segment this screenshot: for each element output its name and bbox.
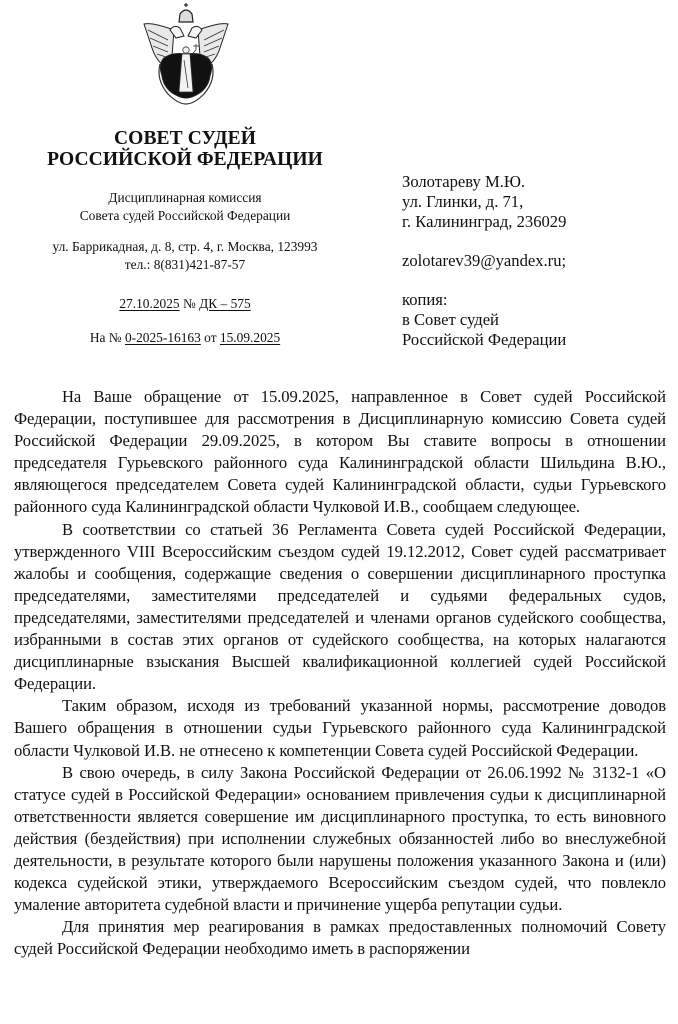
recipient-city: г. Калининград, 236029 bbox=[402, 212, 567, 231]
commission-name bbox=[0, 189, 370, 225]
copy-label: копия: bbox=[402, 290, 448, 309]
outgoing-date: 27.10.2025 bbox=[119, 296, 180, 311]
commission-line2: Совета судей Российской Федерации bbox=[79, 208, 291, 223]
recipient-block bbox=[402, 172, 566, 350]
body-paragraph: Таким образом, исходя из требований указанной нормы, рассмотрение доводов Вашего обращения в отношении судьи Гурьевского районного суда Калининградской области Чулковой И.В. не отнесено к компетенции Совета судей Российской Федерации. bbox=[14, 696, 666, 760]
body-paragraph: На Ваше обращение от 15.09.2025, направленное в Совет судей Российской Федерации, поступившее для рассмотрения в Дисциплинарную комиссию Совета судей Российской Федерации 29.09.2025, в котором Вы ставите вопросы в отношении председателя Гурьевского районного суда Калининградской области Шильдина В.Ю., являющегося председателем Совета судей Калининградской области, судьи Гурьевского районного суда Калининградской области Чулковой И.В., сообщаем следующее. bbox=[14, 387, 666, 517]
sender-contacts bbox=[0, 238, 370, 274]
org-title bbox=[0, 128, 370, 170]
reply-reference bbox=[0, 329, 370, 347]
org-title-line2: РОССИЙСКОЙ ФЕДЕРАЦИИ bbox=[47, 149, 323, 170]
sender-phone: тел.: 8(831)421-87-57 bbox=[124, 257, 246, 272]
reply-date: 15.09.2025 bbox=[219, 330, 281, 345]
body-paragraph: Для принятия мер реагирования в рамках предоставленных полномочий Совету судей Российской Федерации необходимо иметь в распоряжении bbox=[14, 917, 666, 959]
copy-line1: в Совет судей bbox=[402, 310, 499, 329]
letter-body bbox=[14, 386, 666, 960]
body-paragraph: В соответствии со статьей 36 Регламента Совета судей Российской Федерации, утвержденного VIII Всероссийским съездом судей 19.12.2012, Совет судей рассматривает жалобы и сообщения, содержащие сведения о совершении дисциплинарного проступка председателями, заместителями председателей и судьями федеральных судов, председателями, заместителями председателей и членами органов судейского сообщества, избранными в состав этих органов от судейского сообщества, на которых налагаются дисциплинарные взыскания Высшей квалификационной коллегией судей Российской Федерации. bbox=[14, 519, 666, 694]
copy-line2: Российской Федерации bbox=[402, 330, 567, 349]
recipient-email: zolotarev39@yandex.ru; bbox=[402, 251, 567, 270]
org-title-line1: СОВЕТ СУДЕЙ bbox=[114, 128, 256, 149]
recipient-street: ул. Глинки, д. 71, bbox=[402, 192, 524, 211]
recipient-name: Золотареву М.Ю. bbox=[402, 172, 526, 191]
reply-number: 0-2025-16163 bbox=[124, 330, 201, 345]
outgoing-registration bbox=[0, 295, 370, 313]
emblem-eagle-icon bbox=[138, 0, 234, 108]
reply-from: от bbox=[204, 330, 217, 345]
outgoing-number: ДК – 575 bbox=[199, 296, 251, 311]
body-paragraph: В свою очередь, в силу Закона Российской Федерации от 26.06.1992 № 3132-1 «О статусе судей в Российской Федерации» основанием привлечения судьи к дисциплинарной ответственности является совершение им дисциплинарного проступка, то есть виновного действия (бездействия) при исполнении служебных обязанностей либо во внеслужебной деятельности, в результате которого были нарушены положения указанного Закона и (или) кодекса судейской этики, утверждаемого Всероссийским съездом судей, что повлекло умаление авторитета судебной власти и причинение ущерба репутации судьи. bbox=[14, 762, 666, 915]
reply-prefix: На № bbox=[89, 330, 122, 345]
sender-address: ул. Баррикадная, д. 8, стр. 4, г. Москва, 123993 bbox=[52, 239, 318, 254]
number-sign: № bbox=[182, 296, 196, 311]
commission-line1: Дисциплинарная комиссия bbox=[108, 190, 262, 205]
